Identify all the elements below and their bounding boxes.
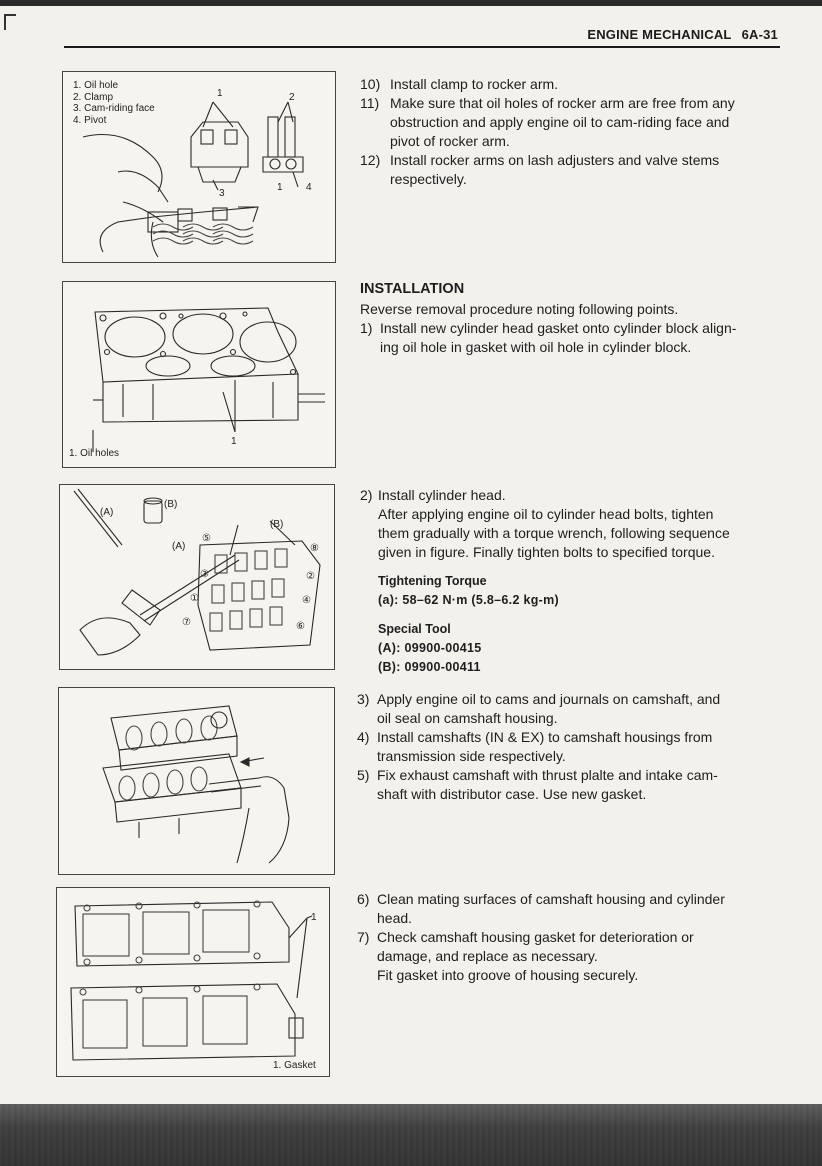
housing-gasket-illustration (57, 888, 329, 1076)
step-line: Fit gasket into groove of housing securely. (377, 967, 639, 983)
step-12 (360, 151, 785, 189)
torque-value: (a): 58–62 N·m (5.8–6.2 kg-m) (378, 593, 559, 607)
head-gasket-illustration (63, 282, 335, 467)
figure-caption: 1. Gasket (273, 1060, 316, 1071)
step-line: ing oil hole in gasket with oil hole in cylinder block. (380, 339, 692, 355)
step-line: them gradually with a torque wrench, following sequence (378, 525, 730, 541)
page-top-edge (0, 0, 822, 6)
step-line: respectively. (390, 171, 467, 187)
step-2 (360, 486, 785, 562)
step-10 (360, 75, 785, 94)
installation-intro: Reverse removal procedure noting following points. (360, 301, 679, 317)
step-line: oil seal on camshaft housing. (377, 710, 558, 726)
torque-spec (360, 572, 785, 677)
tool-label: Special Tool (378, 622, 451, 636)
figure-rocker-arm (62, 71, 336, 263)
step-line: Install new cylinder head gasket onto cylinder block align- (380, 320, 737, 336)
sequence-4: ④ (302, 595, 311, 606)
step-1 (360, 319, 785, 357)
callout-oil-holes: 1 (231, 436, 237, 447)
step-number: 4) (357, 729, 370, 745)
step-line: Clean mating surfaces of camshaft housing and cylinder (377, 891, 725, 907)
figure-camshaft-install (58, 687, 335, 875)
sequence-3: ③ (200, 569, 209, 580)
scan-bottom-edge (0, 1104, 822, 1166)
step-line: Check camshaft housing gasket for deterioration or (377, 929, 694, 945)
figure-camshaft-housing-gasket (56, 887, 330, 1077)
header-page-number: 6A-31 (741, 27, 778, 42)
step-line: pivot of rocker arm. (390, 133, 510, 149)
step-5 (357, 766, 785, 804)
step-number: 1) (360, 320, 373, 336)
callout-a-tool: (A) (100, 507, 114, 518)
legend-item: 3. Cam-riding face (73, 103, 155, 114)
rocker-arm-illustration (63, 72, 335, 262)
section-title: INSTALLATION (360, 281, 465, 297)
step-line: damage, and replace as necessary. (377, 948, 598, 964)
step-number: 2) (360, 487, 373, 503)
callout-gasket: 1 (311, 912, 317, 923)
step-line: obstruction and apply engine oil to cam-riding face and (390, 114, 730, 130)
tool-a: (A): 09900-00415 (378, 641, 482, 655)
sequence-7: ⑦ (182, 617, 191, 628)
step-line: Install cylinder head. (378, 487, 506, 503)
sequence-8: ⑧ (310, 543, 319, 554)
step-line: Install camshafts (IN & EX) to camshaft housings from (377, 729, 713, 745)
callout-3: 3 (219, 188, 225, 199)
header-section: ENGINE MECHANICAL (587, 27, 732, 42)
sequence-2: ② (306, 571, 315, 582)
steps-rocker-arm (360, 75, 785, 189)
page-header (587, 27, 778, 42)
sequence-6: ⑥ (296, 621, 305, 632)
step-number: 3) (357, 691, 370, 707)
step-6 (357, 890, 785, 928)
steps-camshaft (357, 690, 785, 804)
figure-caption: 1. Oil holes (69, 448, 120, 459)
callout-b-tool: (B) (164, 499, 178, 510)
step-line: transmission side respectively. (377, 748, 566, 764)
corner-crop-mark (4, 14, 16, 30)
step-line: shaft with distributor case. Use new gasket. (377, 786, 647, 802)
step-number: 10) (360, 76, 381, 92)
header-rule (64, 46, 780, 48)
step-number: 7) (357, 929, 370, 945)
step-line: Install clamp to rocker arm. (390, 76, 559, 92)
step-number: 6) (357, 891, 370, 907)
tool-b: (B): 09900-00411 (378, 660, 481, 674)
legend-item: 4. Pivot (73, 114, 107, 126)
callout-1: 1 (217, 88, 223, 99)
step-2-section (360, 486, 785, 677)
step-line: After applying engine oil to cylinder head bolts, tighten (378, 506, 714, 522)
step-11 (360, 94, 785, 151)
legend-item: 2. Clamp (73, 91, 114, 103)
legend-item: 1. Oil hole (73, 80, 119, 91)
callout-4: 4 (306, 182, 312, 193)
torque-label: Tightening Torque (378, 574, 487, 588)
step-line: Apply engine oil to cams and journals on camshaft, and (377, 691, 721, 707)
step-number: 12) (360, 152, 381, 168)
sequence-1: ① (190, 593, 199, 604)
figure-head-gasket (62, 281, 336, 468)
callout-2: 2 (289, 92, 295, 103)
callout-1b: 1 (277, 182, 283, 193)
figure-bolt-tightening (59, 484, 335, 670)
callout-a-wrench: (A) (172, 541, 186, 552)
installation-section (360, 280, 785, 357)
step-line: Install rocker arms on lash adjusters and valve stems (390, 152, 720, 168)
step-line: given in figure. Finally tighten bolts to specified torque. (378, 544, 715, 560)
camshaft-install-illustration (59, 688, 334, 874)
step-3 (357, 690, 785, 728)
step-line: head. (377, 910, 413, 926)
step-number: 11) (360, 95, 380, 111)
step-7 (357, 928, 785, 985)
sequence-5: ⑤ (202, 533, 211, 544)
bolt-tightening-illustration (60, 485, 334, 669)
step-number: 5) (357, 767, 370, 783)
callout-b-wrench: (B) (270, 519, 284, 530)
steps-housing (357, 890, 785, 985)
step-line: Make sure that oil holes of rocker arm are free from any (390, 95, 735, 111)
step-line: Fix exhaust camshaft with thrust plalte and intake cam- (377, 767, 718, 783)
step-4 (357, 728, 785, 766)
